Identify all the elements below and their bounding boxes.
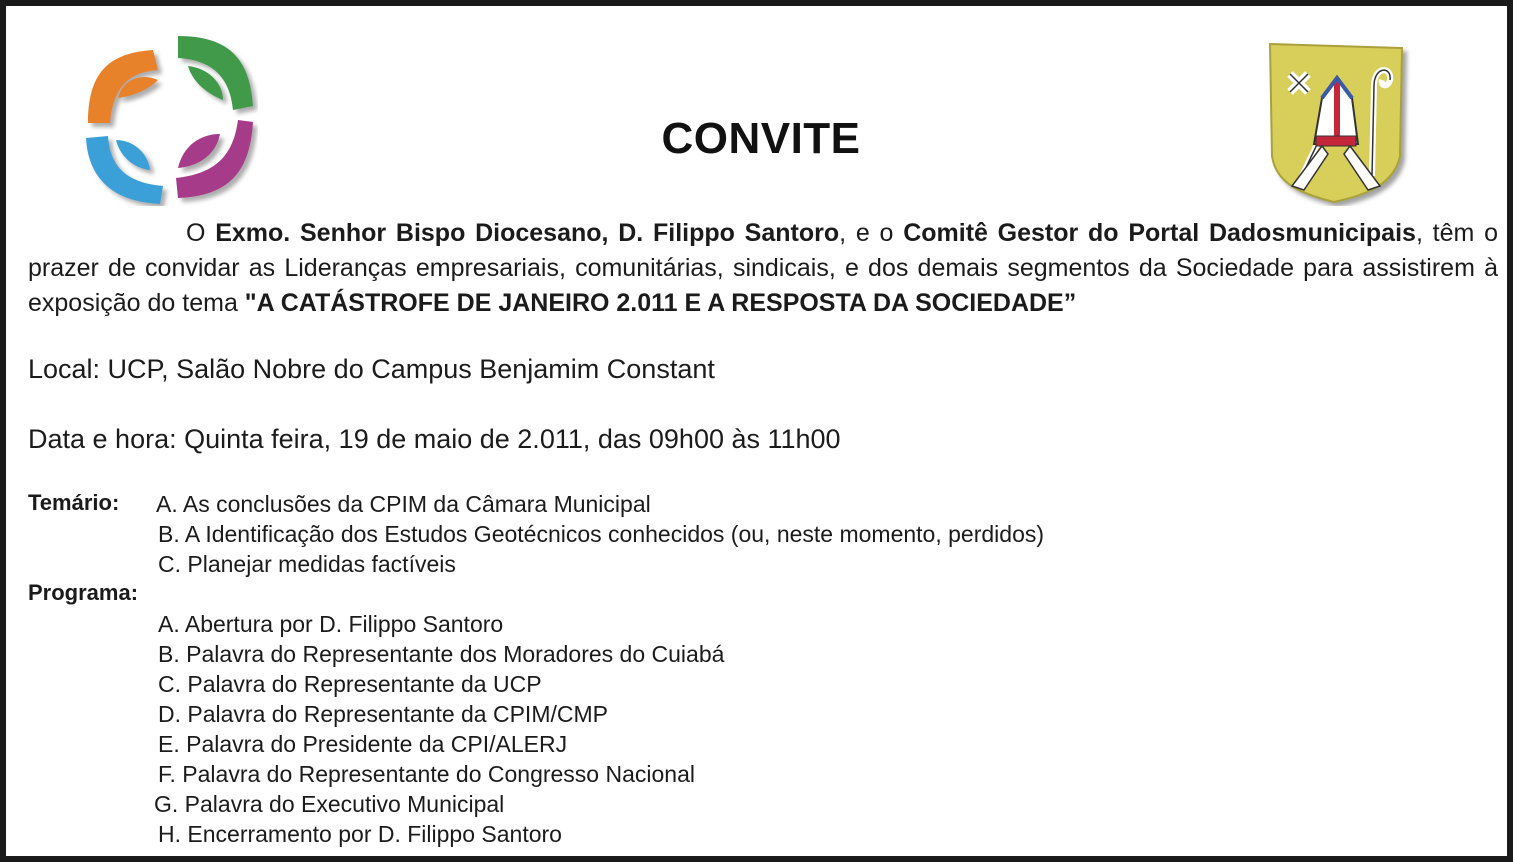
event-theme: "A CATÁSTROFE DE JANEIRO 2.011 E A RESPOSTA DA SOCIEDADE”: [244, 289, 1077, 317]
bishop-name: Exmo. Senhor Bispo Diocesano, D. Filippo Santoro: [215, 219, 840, 247]
intro-paragraph: [28, 216, 1498, 321]
portal-logo-icon: [78, 28, 258, 206]
event-datetime: Data e hora: Quinta feira, 19 de maio de 2.011, das 09h00 às 11h00: [28, 424, 841, 454]
temario-label: Temário:: [28, 490, 120, 515]
programa-item: C. Palavra do Representante da UCP: [158, 671, 542, 697]
intro-body: , têm o prazer de convidar as Lideranças empresariais, comunitárias, sindicais, e dos demais segmentos da Sociedade para assistirem à exposição do tema: [28, 219, 1498, 317]
programa-item: E. Palavra do Presidente da CPI/ALERJ: [158, 731, 568, 757]
programa-item: G. Palavra do Executivo Municipal: [154, 791, 505, 817]
programa-item: F. Palavra do Representante do Congresso Nacional: [158, 761, 695, 787]
event-location: Local: UCP, Salão Nobre do Campus Benjamim Constant: [28, 354, 715, 384]
diocese-coat-of-arms-icon: [1262, 36, 1412, 206]
programa-item: A. Abertura por D. Filippo Santoro: [158, 611, 504, 637]
programa-item: H. Encerramento por D. Filippo Santoro: [158, 821, 562, 847]
programa-label: Programa:: [28, 580, 139, 605]
intro-opening: O: [186, 219, 216, 247]
invitation-title: CONVITE: [661, 114, 861, 163]
temario-item: C. Planejar medidas factíveis: [158, 551, 456, 577]
programa-item: B. Palavra do Representante dos Moradores do Cuiabá: [158, 641, 725, 667]
committee-name: Comitê Gestor do Portal Dadosmunicipais: [903, 219, 1416, 247]
programa-item: D. Palavra do Representante da CPIM/CMP: [158, 701, 608, 727]
intro-connector: , e o: [839, 219, 904, 247]
temario-item: A. As conclusões da CPIM da Câmara Municipal: [156, 491, 651, 517]
temario-item: B. A Identificação dos Estudos Geotécnicos conhecidos (ou, neste momento, perdidos): [158, 521, 1045, 547]
